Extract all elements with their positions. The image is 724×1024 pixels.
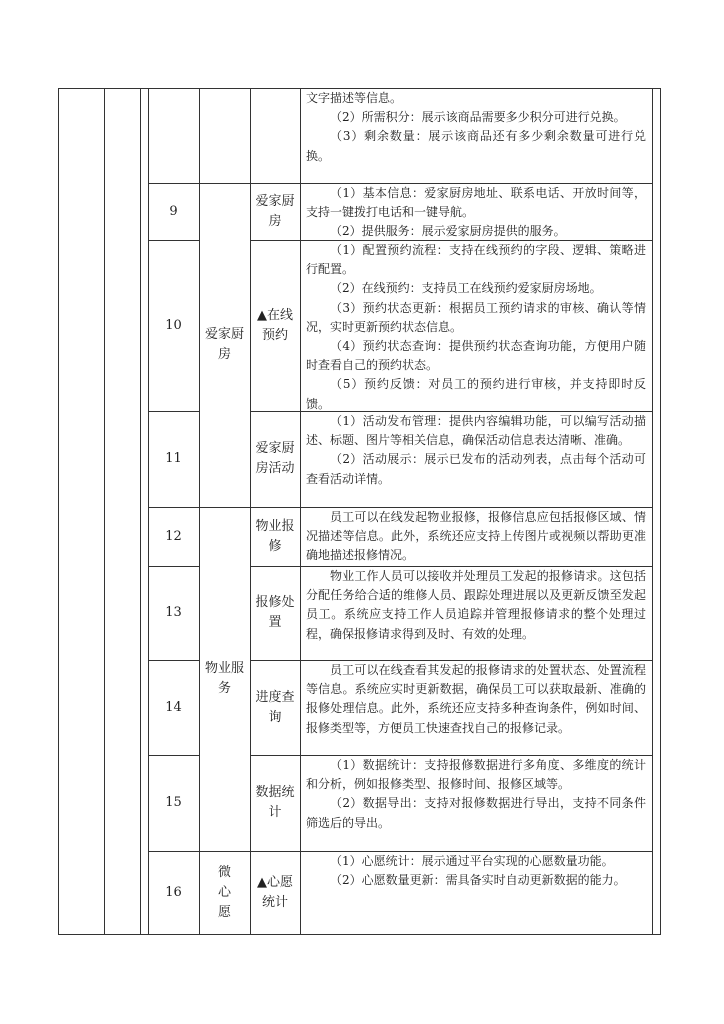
description-paragraph: （1）配置预约流程：支持在线预约的字段、逻辑、策略进行配置。 xyxy=(306,243,646,277)
feature-description xyxy=(306,567,646,644)
description-paragraph: （2）提供服务：展示爱家厨房提供的服务。 xyxy=(330,224,566,239)
description-paragraph: （3）预约状态更新：根据员工预约请求的审核、确认等情况，实时更新预约状态信息。 xyxy=(306,300,646,334)
description-paragraph: （2）心愿数量更新：需具备实时自动更新数据的能力。 xyxy=(330,873,626,888)
feature-description xyxy=(306,508,646,566)
feature-cell xyxy=(250,660,300,755)
row-number: 10 xyxy=(165,317,182,333)
category-label: 微心愿 xyxy=(217,864,231,920)
description-paragraph: 文字描述等信息。 xyxy=(306,91,403,105)
row-number: 16 xyxy=(165,884,182,900)
feature-cell xyxy=(250,88,300,183)
feature-name: 爱家厨房 xyxy=(255,193,295,229)
feature-description xyxy=(306,89,646,166)
description-paragraph: （2）在线预约：支持员工在线预约爱家厨房场地。 xyxy=(330,281,602,296)
description-paragraph: （2）数据导出：支持对报修数据进行导出，支持不同条件筛选后的导出。 xyxy=(306,796,646,830)
feature-description xyxy=(306,756,646,833)
row-number xyxy=(148,88,199,183)
description-paragraph: （3）剩余数量：展示该商品还有多少剩余数量可进行兑换。 xyxy=(306,129,646,163)
feature-cell xyxy=(250,507,300,566)
category-label: 物业服务 xyxy=(204,661,244,696)
description-paragraph: （1）数据统计：支持报修数据进行多角度、多维度的统计和分析，例如报修类型、报修时间、报修区域等。 xyxy=(306,758,646,792)
row-number: 12 xyxy=(165,528,182,544)
feature-cell xyxy=(250,851,300,934)
feature-cell xyxy=(250,755,300,851)
table-border-vertical xyxy=(652,88,653,935)
category-cell xyxy=(199,183,250,507)
row-number: 15 xyxy=(165,795,182,810)
description-paragraph: 员工可以在线查看其发起的报修请求的处置状态、处置流程等信息。系统应实时更新数据，确保员工可以获取最新、准确的报修处理信息。此外，系统还应支持多种查询条件，例如时间、报修类型等，方便员工快速查找自己的报修记录。 xyxy=(306,663,646,735)
feature-name: 进度查询 xyxy=(255,689,295,725)
category-label: 爱家厨房 xyxy=(204,327,244,362)
table-border-vertical xyxy=(660,88,661,935)
feature-cell xyxy=(250,566,300,660)
row-number: 14 xyxy=(165,699,182,715)
feature-description xyxy=(306,852,646,890)
description-paragraph: （1）基本信息：爱家厨房地址、联系电话、开放时间等，支持一键拨打电话和一键导航。 xyxy=(306,186,646,220)
feature-description xyxy=(306,661,646,738)
table-border-vertical xyxy=(58,88,59,935)
feature-description xyxy=(306,184,646,242)
feature-description xyxy=(306,241,646,414)
row-number: 9 xyxy=(169,203,178,219)
feature-name: ▲心愿统计 xyxy=(257,874,293,910)
feature-cell xyxy=(250,183,300,240)
table-border-vertical xyxy=(300,88,301,935)
category-cell xyxy=(199,507,250,851)
row-number: 11 xyxy=(165,451,182,466)
table-border-horizontal xyxy=(58,934,661,935)
description-paragraph: （4）预约状态查询：提供预约状态查询功能，方便用户随时查看自己的预约状态。 xyxy=(306,339,646,373)
table-border-vertical xyxy=(104,88,105,935)
table-border-vertical xyxy=(140,88,141,935)
description-paragraph: （1）活动发布管理：提供内容编辑功能，可以编写活动描述、标题、图片等相关信息，确保活动信息表达清晰、准确。 xyxy=(306,414,646,448)
category-cell xyxy=(199,851,250,934)
description-paragraph: （1）心愿统计：展示通过平台实现的心愿数量功能。 xyxy=(330,854,614,868)
description-paragraph: （5）预约反馈：对员工的预约进行审核，并支持即时反馈。 xyxy=(306,377,646,411)
feature-name: 物业报修 xyxy=(255,518,295,554)
feature-name: ▲在线预约 xyxy=(257,307,293,343)
row-number: 13 xyxy=(165,605,182,620)
description-paragraph: 物业工作人员可以接收并处理员工发起的报修请求。这包括分配任务给合适的维修人员、跟踪处理进展以及更新反馈至发起员工。系统应支持工作人员追踪并管理报修请求的整个处理过程，确保报修请求得到及时、有效的处理。 xyxy=(306,569,646,641)
description-paragraph: （2）所需积分：展示该商品需要多少积分可进行兑换。 xyxy=(330,110,626,125)
feature-cell xyxy=(250,411,300,507)
feature-description xyxy=(306,412,646,489)
feature-name: 报修处置 xyxy=(255,595,295,630)
feature-name: 数据统计 xyxy=(255,785,295,820)
feature-name: 爱家厨房活动 xyxy=(255,441,295,476)
feature-cell xyxy=(250,240,300,411)
description-paragraph: （2）活动展示：展示已发布的活动列表，点击每个活动可查看活动详情。 xyxy=(306,452,646,486)
description-paragraph: 员工可以在线发起物业报修，报修信息应包括报修区域、情况描述等信息。此外，系统还应支持上传图片或视频以帮助更准确地描述报修情况。 xyxy=(306,510,646,563)
